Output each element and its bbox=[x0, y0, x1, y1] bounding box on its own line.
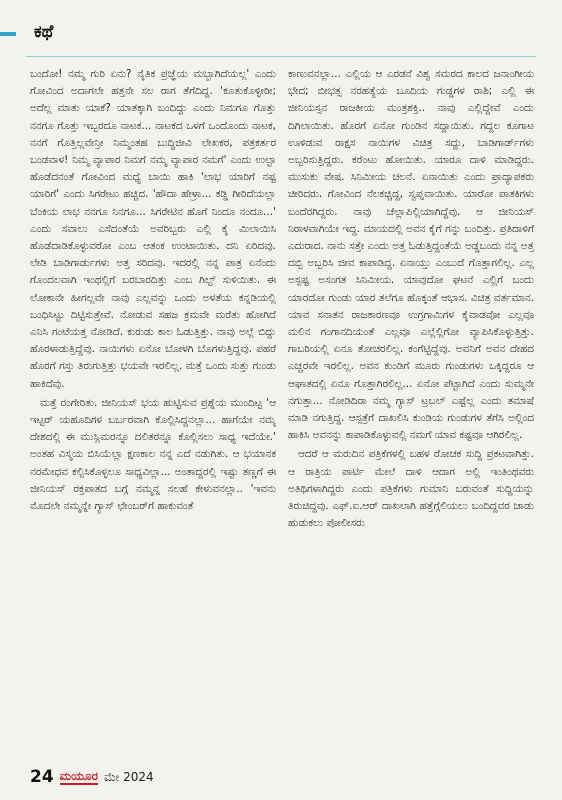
article-body bbox=[30, 66, 534, 756]
page-number: 24 bbox=[30, 767, 54, 787]
page-footer bbox=[30, 764, 154, 790]
magazine-logo: ಮಯೂರ bbox=[59, 769, 98, 783]
header-rule bbox=[26, 56, 536, 57]
paragraph: ಮತ್ತೆ ರಂಗೇರಿತು. ಜೀನಿಯಸ್ ಭಯ ಹುಟ್ಟಿಸುವ ಪ್ರಶ್ನೆಯ ಮುಂದಿಟ್ಟ 'ಆ ಇಟ್ಟರ್ ಯಹೂದಿಗಳ ಬರ್ಬರವಾಗಿ ಕೊಲ್ಲಿಸಿದ್ದನಲ್ಲಾ... ಹಾಗೆಯೇ ನಮ್ಮ ದೇಶದಲ್ಲಿ ಈ ಮುಸ್ಲಿಮರನ್ನೂ ದಲಿತರನ್ನೂ ಕೊಲ್ಲಿಸಲು ಸಾಧ್ಯ ಇದೆಯೇ.' ಅಂತಹ ವಿಸ್ಮಯ ಬಿಸಿಯೆಲ್ಲಾ ಕ್ಷಣಕಾಲ ನನ್ನ ಎದೆ ನಡುಗಿತು. ಆ ಭಯಾನಕ ನರಮೇಧವ ಕಲ್ಪಿಸಿಕೊಳ್ಳಲೂ ಸಾಧ್ಯವಿಲ್ಲಾ... ಅಂತಾದ್ದರಲ್ಲಿ ಇಷ್ಟು ತಣ್ಣಗೆ ಈ ಜೀನಿಯಸ್ ರಕ್ತಪಾತದ ಬಗ್ಗೆ ನಮ್ಮನ್ನ ಸಲಹೆ ಕೇಳುವನಲ್ಲಾ.. 'ಇವನು ಮೊದಲೇ ನಮ್ಮನ್ನೇ ಗ್ಯಾಸ್ ಛೇಂಬರ್‌ಗೆ ಹಾಕುವಂತೆ bbox=[30, 396, 276, 513]
paragraph: ಆದರೆ ಆ ಮರುದಿನ ಪತ್ರಿಕೆಗಳಲ್ಲಿ ಬಹಳ ರೋಚಕ ಸುದ್ದಿ ಪ್ರಕಟವಾಗಿತ್ತು. ಆ ರಾತ್ರಿಯ ಪಾರ್ಟಿ ಮೇಲೆ ದಾಳಿ ಆದಾಗ ಅಲ್ಲಿ ಇಂತಿಂಥವರು ಅತಿಥಿಗಳಾಗಿದ್ದರು ಎಂದು ಪತ್ರಿಕೆಗಳು ಗುಮಾನಿ ಬರುವಂತೆ ಸುದ್ದಿಯನ್ನು ತಿರುಚಿದ್ದವು. ಎಫ್.ಐ.ಆರ್ ದಾಖಲಾಗಿ ಹತ್ತೆಗ್ಗೆಲಿಯಲು ಬಂದಿದ್ದವರ ಜಾಡು ಹುಡುಕಲು ಪೋಲೀಸರು bbox=[288, 448, 534, 530]
paragraph: ಕಾಣುವನಲ್ಲಾ... ಎಲ್ಲಿಯ ಆ ಎರಡನೆ ವಿಶ್ವ ಸಮರದ ಕಾಲದ ಜನಾಂಗೀಯ ಭೇದ; ಬೀಭತ್ಸ ನರಹತ್ಯೆಯ ಬೂದಿಯ ಗುಡ್ಡಗಳ ರಾಶಿ; ಎಲ್ಲಿ ಈ ಜೀನಿಯಸ್ಸನ ರಾಜಕೀಯ ಮಂತ್ರಶಕ್ತಿ.. ನಾವು ಎಲ್ಲಿದ್ದೇವೆ ಎಂದು ದಿಗಿಲಾಯಿತು. ಹೊರಗೆ ಏನೋ ಗುಂಡಿನ ಸದ್ದಾಯಿತು. ಗದ್ದಲ ಕೂಗಾಟ ಊಳಿಡುವ ರಾಕ್ಷಸ ನಾಯಿಗಳ ವಿಚಿತ್ರ ಸದ್ದು, ಬಾಡಿಗಾರ್ಡ್‌ಗಳು ಅಬ್ಬರಿಸುತ್ತಿದ್ದರು. ಕರೆಂಟು ಹೋಯಿತು. ಯಾರೂ ದಾಳಿ ಮಾಡಿದ್ದರು. ಮುಸುಕು ವೇಷ. ಸಿನಿಮೀಯ ಚಲನೆ. ಏನಾಯಿತು ಎಂದು ಪ್ರಾದ್ಯಾಪಕರು ಚೀರಿದರು. ಗೋವಿಂದ ನೆಲಕಚ್ಚಿದ್ದ, ಸ್ವಪ್ನವಾಯಿತು. ಯಾರೋ ಪಾತಕಿಗಳು ಬಂದೆರಗಿದ್ದರು. ನಾವು ಚೆಲ್ಲಾಪಿಲ್ಲಿಯಾಗಿದ್ದೆವು. ಆ ಜೀನಿಯಸ್ ನಿರಾಳವಾಗಿಯೇ ಇದ್ದ. ಮಾಯದಲ್ಲಿ ಅವನ ಕೈಗೆ ಗನ್ನು ಬಂದಿತ್ತು. ಪ್ರತಿದಾಳಿಗೆ ಎದುರಾದ. ನಾನು ಸತ್ತೇ ಎಂದು ಅತ್ತ ಓಡುತ್ತಿದ್ದಂತೆಯೆ ಅಡ್ಡಬಂದು ನನ್ನ ಅತ್ತ ದಬ್ಬಿ ಅಬ್ಬರಿಸಿ ಜೀವ ಕಾಪಾಡಿದ್ದ. ಏನಾಯ್ತು ಎಂಬುದೆ ಗೊತ್ತಾಗಲಿಲ್ಲ. ಎಲ್ಲ ಅಸ್ಪಷ್ಟ ಅಸಂಗತ ಸಿನಿಮೀಯ. ಯಾವುದೋ ಘಟನೆ ಎಲ್ಲಿಗೆ ಬಂದು ಯಾರದೋ ಗುಂಡು ಯಾರ ತಲೆಗೂ ಹೊಕ್ಕಂತೆ ಆಭಾಸ. ವಿಚಿತ್ರ ವರ್ತಮಾನ. ಯಾವ ಸನಾತನ ರಾಜಕಾರಣವೂ ಉಗ್ರಗಾಮಿಗಳ ಕೈವಾಡವೋ ಎಲ್ಲವೂ ಮಲಿನ ಗಂಗಾನದಿಯಂತೆ ಎಲ್ಲವೂ ಎಲ್ಲೆಲ್ಲಿಗೋ ವ್ಯಾಪಿಸಿಕೊಳ್ಳುತ್ತಿತ್ತು. ಗಾಬರಿಯಲ್ಲಿ ಏನೂ ತೋಚರಲಿಲ್ಲ. ಕಂಗೆಟ್ಟಿದ್ದೆವು. ಅವನಿಗೆ ಅವನ ದೇಹದ ಎಚ್ಚರವೇ ಇರಲಿಲ್ಲ. ಅವನ ಕುಂಡಿಗೆ ಮೂರು ಗುಂಡುಗಳು ಒಕ್ಕಿದ್ದರೂ ಆ ಆಘಾತದಲ್ಲಿ ಏನೂ ಗೊತ್ತಾಗಿರಲಿಲ್ಲ... ಏನೋ ಪೆಟ್ಟಾಗಿದೆ ಎಂದು ಸುಮ್ಮನೇ ನಗುತ್ತಾ... ನೋಡಿದಿರಾ ನಮ್ಮ ಗ್ಯಾಸ್ ಟ್ರಬಲ್ ಎಷ್ಟೆಲ್ಲ ಎಂದು ತಮಾಷೆ ಮಾಡಿ ನಗುತ್ತಿದ್ದ. ಆಸ್ಪತ್ರೆಗೆ ದಾಖಲಿಸಿ ಕುಂಡಿಯ ಗುಂಡುಗಳ ತೆಗೆಸಿ ಅಲ್ಲಿಂದ ಹಾಕಿಸಿ ಅವನನ್ನು ಕಾಪಾಡಿಕೊಳ್ಳುವಲ್ಲಿ ನಮಗೆ ಯಾವ ಕಷ್ಟವೂ ಆಗಿರಲಿಲ್ಲ. bbox=[288, 68, 534, 442]
right-column bbox=[288, 66, 534, 756]
section-title: ಕಥೆ bbox=[34, 22, 54, 42]
accent-bar bbox=[0, 32, 16, 36]
issue-date: ಮೇ 2024 bbox=[103, 769, 154, 784]
section-header bbox=[0, 22, 562, 62]
paragraph: ಬಂದೋ! ನಮ್ಮ ಗುರಿ ಏನು? ನೈತಿಕ ಪ್ರಜ್ಞೆಯ ಮಬ್ಬಾಗಿದೆಯಲ್ಲ' ಎಂದು ಗೋವಿಂದ ಅದಾಗಲೇ ಹತ್ತನೇ ಸಲ ರಾಗ ತೆಗೆದಿದ್ದ. 'ಕೂತುಕೊಳ್ಳೀರೀ; ಅದೆಲ್ಲ ಮಾತು ಯಾಕೆ? ಯಾತಕ್ಕಾಗಿ ಬಂದಿದ್ದು ಎಂದು ನಿಮಗೂ ಗೊತ್ತು ನನಗೂ ಗೊತ್ತು ಇಬ್ಬರದೂ ನಾಟಕ... ನಾಟಕದ ಒಳಗೆ ಒಂದೊಂದು ನಾಟಕ, ನನಗೆ ಗೊತ್ತಿಲ್ಲವೇನ್ರೀ ನಿಮ್ಮಂತಹ ಬುದ್ಧಿಜೀವಿ ಲೇಖಕರ, ಪತ್ರಕರ್ತರ ಬಂಡವಾಳ! ನಿಮ್ಮ ವ್ಯಾಪಾರ ನಿಮಗೆ ನಮ್ಮ ವ್ಯಾಪಾರ ನಮಗೆ' ಎಂದು ಉಲ್ಟಾ ಹೊಡೆದನಂತೆ ಗೋವಿಂದ ಮಧ್ಯೆ ಬಾಯಿ ಹಾಕಿ 'ಲಾಭ ಯಾರಿಗೆ ನಷ್ಟ ಯಾರಿಗೆ' ಎಂದು ಸಿಗರೇಟು ಹಚ್ಚಿದ. 'ಹೌದಾ ಹೇಳ್ರಾ... ಕಡ್ಡಿ ಗೀರಿದೆಯಲ್ಲಾ ಬೆಂಕಿಯ ಲಾಭ ನನಗೂ ನಿನಗೂ... ಸಿಗರೇಟಿನ ಹೊಗೆ ನಿಂದೂ ನಂದೂ...' ಎಂದು ಸವಾಲು ಎಸೆದಂತೆಯೆ ಅವರಿಬ್ಬರು ಎಲ್ಲಿ ಕೈ ಮಿಲಾಯಿಸಿ ಹೊಡೆದಾಡಿಕೊಳ್ಳುವರೋ ಎಂಬ ಆತಂಕ ಉಂಟಾಯಿತು. ದನಿ ಏರಿದವು. ಲೇಡಿ ಬಾಡಿಗಾರ್ಡುಗಳು ಅತ್ತ ಸರಿದವು. ಇದರಲ್ಲಿ ನನ್ನ ಪಾತ್ರ ಏನೆಂದು ಗೊಂದಲವಾಗಿ ಇಂಥಲ್ಲಿಗೆ ಬರಬಾರದಿತ್ತು ಎಂಬ ಗಿಲ್ಟ್ ಸುಳಿಯಿತು. ಈ ಲೋಕಾನೇ ಹೀಗಲ್ಲವೇ ನಾವು ಎಲ್ಲವನ್ನು ಒಂದು ಅಳತೆಯ ಕನ್ನಡಿಯಲ್ಲಿ ಬಂಧಿಸಿಟ್ಟು ದಿಟ್ಟಿಸುತ್ತೇವೆ. ನೋಡುವ ಸಹಜ ಕ್ರಮವೇ ಮರೆತು ಹೋಗಿದೆ ಎನಿಸಿ ಗಂಟೆಯತ್ತ ನೋಡಿದೆ. ಕುರುಡು ಕಾಲ ಓಡುತ್ತಿತ್ತು. ನಾವು ಅಲ್ಲೆ ಬಿದ್ದು ಹೊರಳಾಡುತ್ತಿದ್ದೆವು. ನಾಯಿಗಳು ಏನೋ ಬೋಳಗಿ ಬೊಗಳುತ್ತಿದ್ದವು. ಪಹರೆ ಹೊರಗೆ ಗಸ್ತು ತಿರುಗುತ್ತಿತ್ತು ಭಯವೇ ಇರಲಿಲ್ಲ. ಮತ್ತೆ ಒಂದು ಸುತ್ತು ಗುಂಡು ಹಾಕಿದೆವು. bbox=[30, 68, 276, 390]
left-column bbox=[30, 66, 276, 756]
